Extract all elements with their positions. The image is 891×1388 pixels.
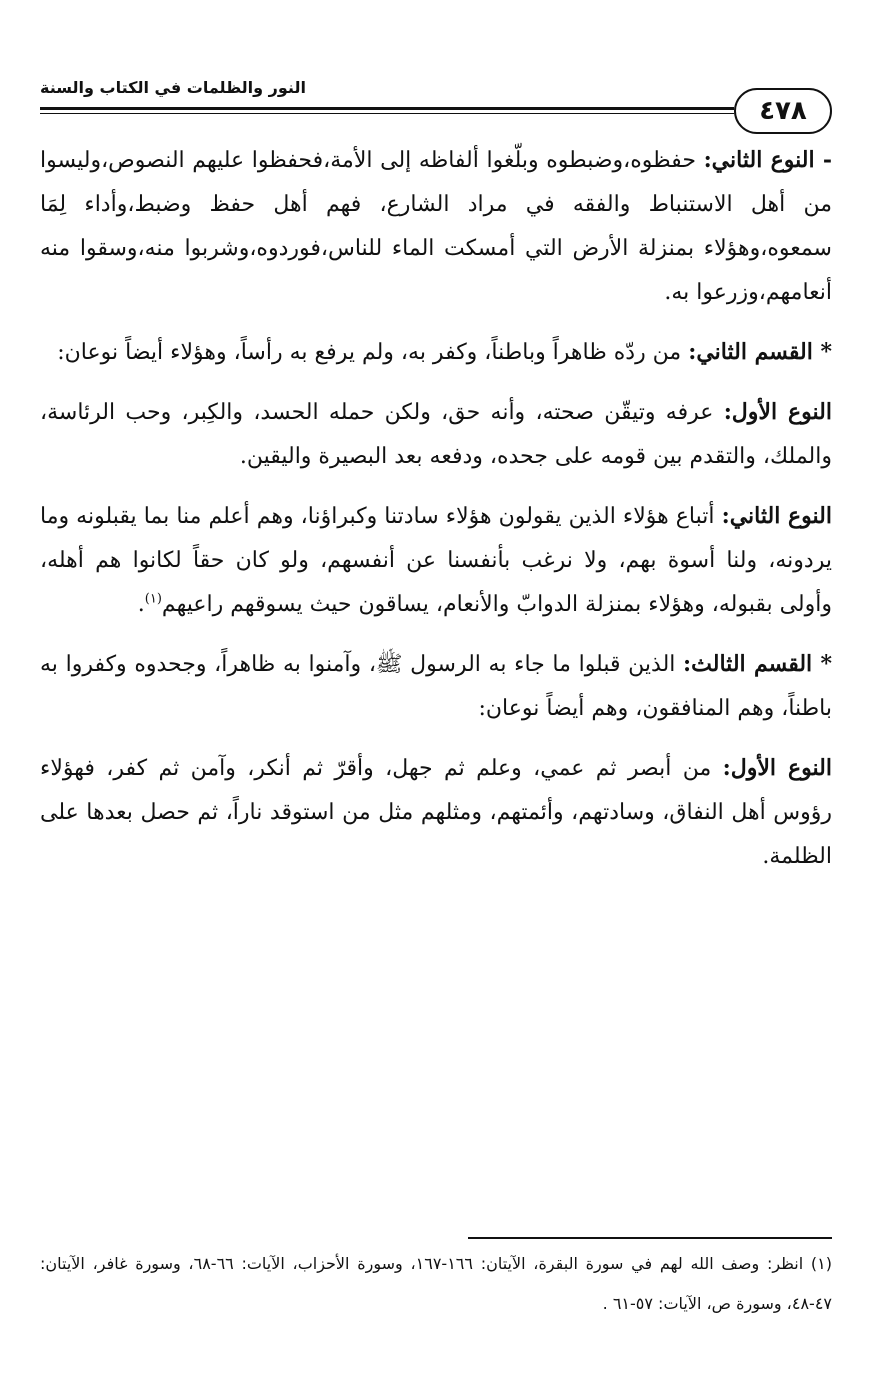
paragraph-section-two [40,330,832,375]
paragraph-type-two-preservers [40,138,832,315]
footnote: (١) انظر: وصف الله لهم في سورة البقرة، الآيتان: ١٦٦-١٦٧، وسورة الأحزاب، الآيات: ٦٦-٦٨، وسورة غافر، الآيتان: ٤٧-٤٨، وسورة ص، الآيات: ٥٧-٦١ . [40,1254,833,1313]
header-rule [40,107,734,110]
running-title: النور والظلمات في الكتاب والسنة [40,78,306,97]
paragraph-text: حفظوه،وضبطوه وبلّغوا ألفاظه إلى الأمة،فحفظوا عليهم النصوص،وليسوا من أهل الاستنباط والفقه في مراد الشارع، فهم أهل حفظ وضبط،وأداء لِمَا سمعوه،وهؤلاء بمنزلة الأرض التي أمسكت الماء للناس،فوردوه،وشربوا منه،وسقوا منه أنعامهم،وزرعوا به. [40,148,832,305]
paragraph-text: أتباع هؤلاء الذين يقولون هؤلاء سادتنا وكبراؤنا، وهم أعلم منا بما يقبلونه وما يردونه، ولنا أسوة بهم، ولا نرغب بأنفسنا عن أنفسهم، ولو كان حقاً لكانوا هم أهله، وأولى بقبوله، وهؤلاء بمنزلة الدوابّ والأنعام، يساقون حيث يسوقهم راعيهم [40,504,832,617]
header-rule-thin [40,113,734,114]
paragraph-lead: النوع الثاني: [721,503,832,529]
paragraph-lead: - النوع الثاني: [703,147,832,173]
paragraph-section-two-type-two [40,494,832,627]
paragraph-lead: النوع الأول: [723,399,832,425]
paragraph-text: عرفه وتيقّن صحته، وأنه حق، ولكن حمله الحسد، والكِبر، وحب الرئاسة، والملك، والتقدم بين قومه على جحده، ودفعه بعد البصيرة واليقين. [40,400,832,469]
paragraph-section-three-type-one [40,746,832,879]
paragraph-text: من أبصر ثم عمي، وعلم ثم جهل، وأقرّ ثم أنكر، وآمن ثم كفر، فهؤلاء رؤوس أهل النفاق، وسادتهم، وأئمتهم، ومثلهم مثل من استوقد ناراً، ثم حصل بعدها على الظلمة. [40,756,832,869]
page-number: ٤٧٨ [734,88,832,134]
footnote-reference[interactable]: (١) [144,591,162,607]
paragraph-lead: النوع الأول: [722,755,832,781]
paragraph-text: الذين قبلوا ما جاء به الرسول ﷺ، وآمنوا به ظاهراً، وجحدوه وكفروا به باطناً، وهم المنافقون، وهم أيضاً نوعان: [40,652,832,721]
paragraph-tail: . [137,592,145,617]
paragraph-section-three [40,642,832,731]
paragraph-text: من ردّه ظاهراً وباطناً، وكفر به، ولم يرفع به رأساً، وهؤلاء أيضاً نوعان: [57,340,689,365]
paragraph-section-two-type-one [40,390,832,479]
footnote-separator [468,1237,832,1239]
body-text [40,138,832,894]
paragraph-lead: * القسم الثالث: [683,651,832,677]
paragraph-lead: * القسم الثاني: [688,339,832,365]
